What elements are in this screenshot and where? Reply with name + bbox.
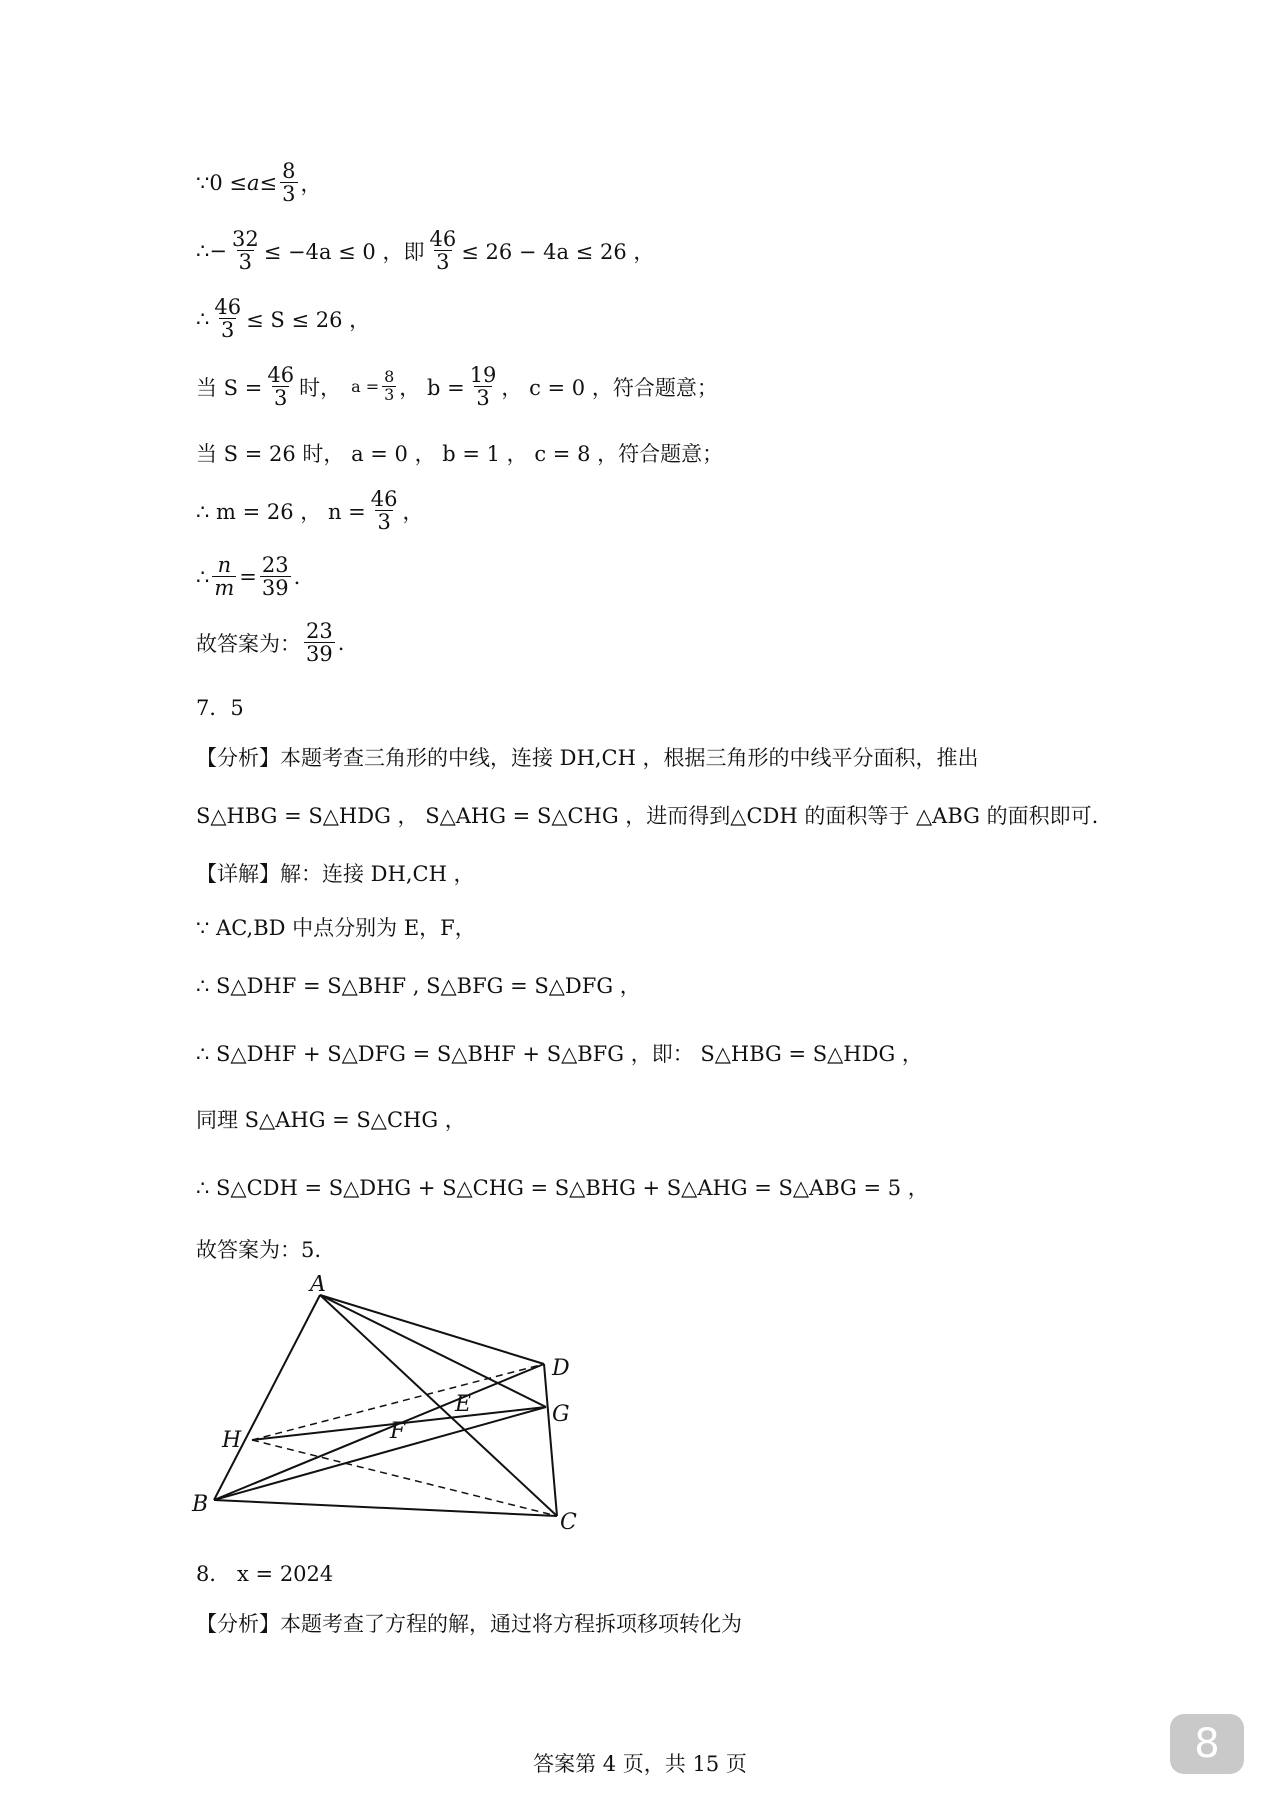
segment-ad: [320, 1295, 544, 1364]
line-3: ∴ $\frac{46}{3}$ ≤ S ≤ 26 ，: [196, 295, 371, 343]
label-f: F: [390, 1419, 406, 1444]
line-14: ∴ S△DHF = S△BHF , S△BFG = S△DFG ，: [196, 974, 641, 998]
fraction: $\frac{23}{39}$: [306, 619, 333, 667]
line-18: 故答案为：5.: [196, 1238, 322, 1262]
label-g: G: [552, 1402, 570, 1427]
line-19: 8． x = 2024: [196, 1562, 334, 1586]
fraction: $\frac{46}{3}$: [429, 227, 457, 275]
fraction: $\frac{46}{3}$: [267, 363, 295, 411]
fraction: $\frac{8}{3}$: [384, 367, 395, 405]
segment-ab: [214, 1295, 320, 1500]
segment-ag: [320, 1295, 546, 1407]
line-5: 当 S = 26 时， a = 0 ， b = 1 ， c = 8 ，符合题意；: [196, 442, 724, 466]
line-17: ∴ S△CDH = S△DHG + S△CHG = S△BHG + S△AHG = S△ABG = 5 ，: [196, 1176, 929, 1200]
line-10: 【分析】本题考查三角形的中线，连接 DH,CH ，根据三角形的中线平分面积，推出: [196, 746, 979, 770]
fraction: $\frac{46}{3}$: [370, 487, 398, 535]
line-4: 当 S = $\frac{46}{3}$ 时， a = $\frac{8}{3}$ ， b = $\frac{19}{3}$ ， c = 0 ，符合题意；: [196, 363, 718, 411]
label-b: B: [192, 1492, 209, 1517]
fraction: $\frac{8}{3}$: [282, 159, 296, 207]
segment-bg: [214, 1407, 546, 1500]
label-c: C: [560, 1510, 577, 1535]
label-h: H: [222, 1428, 242, 1453]
line-20: 【分析】本题考查了方程的解，通过将方程拆项移项转化为: [196, 1612, 742, 1636]
fraction: $\frac{n}{m}$: [214, 553, 235, 601]
triangle-diagram: [190, 1275, 610, 1535]
line-7: ∴ $\frac{n}{m}$ = $\frac{23}{39}$ .: [196, 553, 301, 601]
line-12: 【详解】解：连接 DH,CH ，: [196, 862, 475, 886]
segment-bc: [214, 1500, 557, 1516]
label-a: A: [310, 1275, 326, 1297]
page-footer: 答案第 4 页，共 15 页: [533, 1752, 747, 1776]
line-9: 7．5: [196, 696, 244, 720]
fraction: $\frac{23}{39}$: [261, 553, 289, 601]
segment-ac: [320, 1295, 557, 1516]
page-number-badge: 8: [1170, 1714, 1244, 1774]
fraction: $\frac{46}{3}$: [214, 295, 242, 343]
segment-bd: [214, 1364, 544, 1500]
line-11: S△HBG = S△HDG ， S△AHG = S△CHG ，进而得到△CDH 的面积等于 △ABG 的面积即可.: [196, 804, 1099, 828]
line-15: ∴ S△DHF + S△DFG = S△BHF + S△BFG ，即： S△HBG = S△HDG ，: [196, 1042, 923, 1066]
line-16: 同理 S△AHG = S△CHG ，: [196, 1108, 466, 1132]
label-d: D: [552, 1356, 570, 1381]
segment-cd: [544, 1364, 557, 1516]
line-6: ∴ m = 26 ， n = $\frac{46}{3}$ ，: [196, 487, 424, 535]
line-2: ∴ − $\frac{32}{3}$ ≤ −4a ≤ 0 ，即 $\frac{46}{3}$ ≤ 26 − 4a ≤ 26 ，: [196, 227, 655, 275]
fraction: $\frac{32}{3}$: [231, 227, 259, 275]
fraction: $\frac{19}{3}$: [469, 363, 497, 411]
line-13: ∵ AC,BD 中点分别为 E，F，: [196, 916, 476, 940]
line-8: 故答案为： $\frac{23}{39}$ .: [196, 619, 345, 667]
label-e: E: [455, 1392, 472, 1417]
line-1: ∵ 0 ≤ a ≤ $\frac{8}{3}$ ，: [196, 159, 322, 207]
